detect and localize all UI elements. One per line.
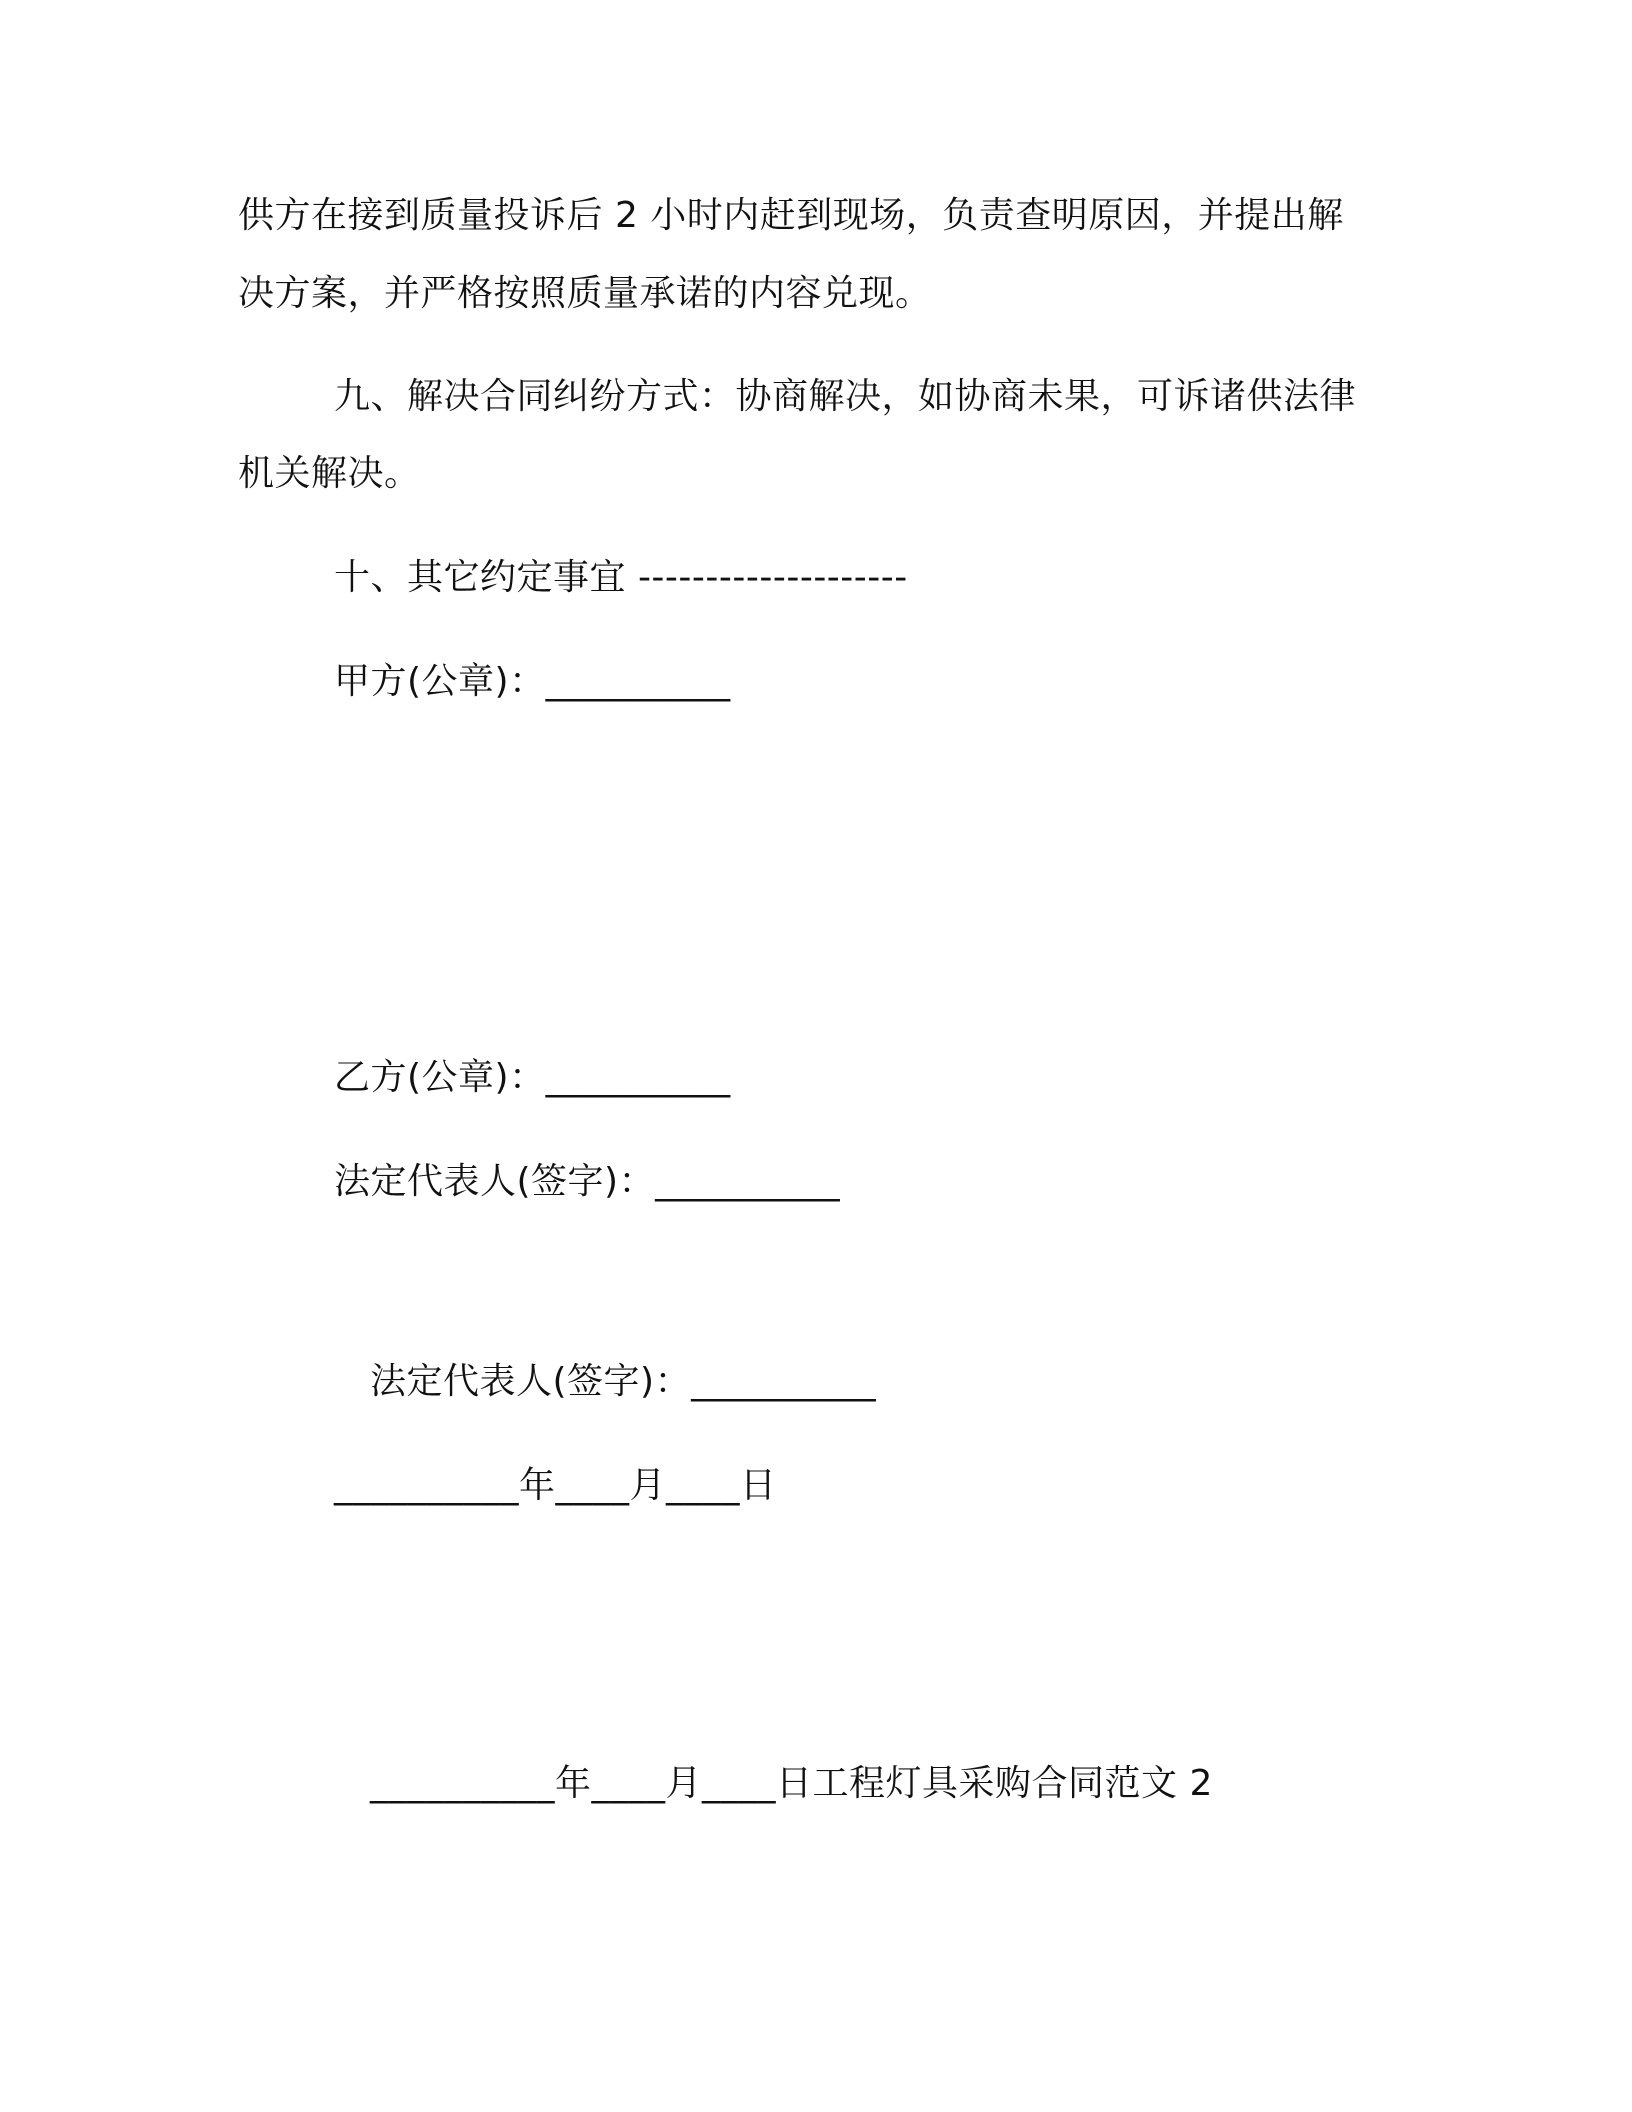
clause-9-text-line-2: 机关解决。 xyxy=(238,453,421,494)
date-and-next-contract-title: __________年____月____日工程灯具采购合同范文 2 xyxy=(370,1763,1213,1804)
clause-10-text: 十、其它约定事宜 -------------------- xyxy=(334,557,908,598)
clause-8-text-line-2: 决方案，并严格按照质量承诺的内容兑现。 xyxy=(238,273,932,314)
clause-9-text-line-1: 九、解决合同纠纷方式：协商解决，如协商未果，可诉诸供法律 xyxy=(334,376,1357,417)
legal-representative-signature-line-1: 法定代表人(签字)：__________ xyxy=(334,1161,841,1202)
date-line: __________年____月____日 xyxy=(334,1465,777,1506)
party-a-seal-line: 甲方(公章)：__________ xyxy=(334,661,731,702)
party-b-seal-line: 乙方(公章)：__________ xyxy=(334,1057,731,1098)
clause-8-text-line-1: 供方在接到质量投诉后 2 小时内赶到现场，负责查明原因，并提出解 xyxy=(238,195,1344,236)
legal-representative-signature-line-2: 法定代表人(签字)：__________ xyxy=(370,1361,877,1402)
